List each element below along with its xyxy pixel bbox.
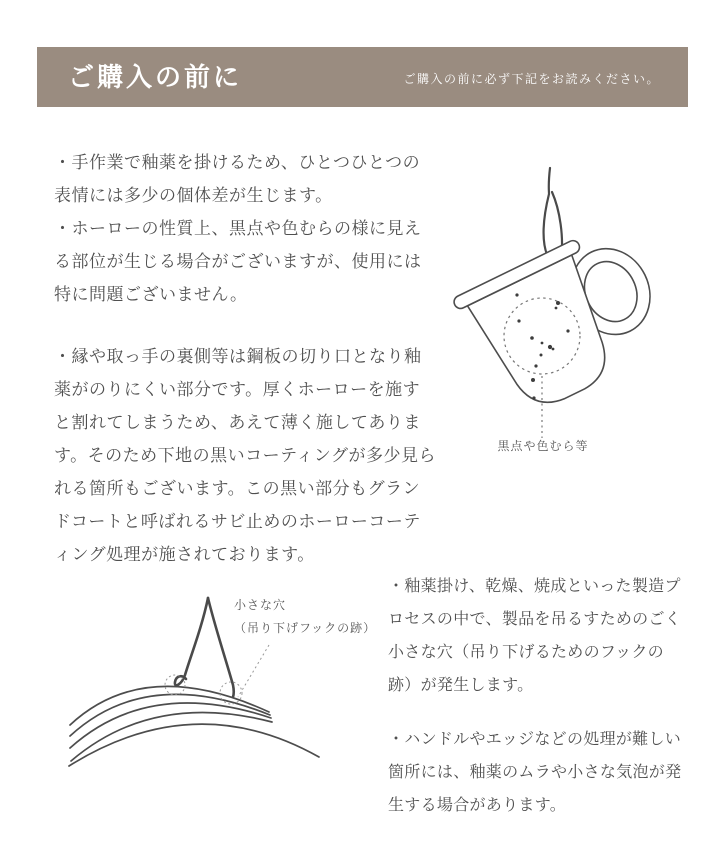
page-title: ご購入の前に (68, 62, 243, 92)
header-bar (37, 47, 688, 107)
note-ground-coat: ・縁や取っ手の裏側等は鋼板の切り口となり釉薬がのりにくい部分です。厚くホーローを施すと割れてしまうため、あえて薄く施してあります。そのため下地の黒いコーティングが多少見られる箇所もございます。この黒い部分もグランドコートと呼ばれるサビ止めのホーローコーティング処理が施されております。 (54, 347, 436, 564)
rim-arcs (69, 686, 319, 766)
hole-label-line1: 小さな穴 (234, 598, 287, 612)
enamel-mug-illustration (430, 160, 700, 453)
note-handmade-glaze: ・手作業で釉薬を掛けるため、ひとつひとつの表情には多少の個体差が生じます。 (54, 153, 421, 205)
note-black-spots: ・ホーローの性質上、黒点や色むらの様に見える部位が生じる場合がございますが、使用には特に問題ございません。 (54, 219, 422, 304)
mug-body-group (452, 218, 678, 424)
notes-block-individuality (54, 146, 436, 311)
notes-block-manufacturing (388, 570, 688, 822)
mug-figure-caption: 黒点や色むら等 (497, 439, 589, 453)
hole-figure-label (234, 594, 394, 640)
note-hanging-hole: ・釉薬掛け、乾燥、焼成といった製造プロセスの中で、製品を吊るすためのごく小さな穴（吊り下げるためのフックの跡）が発生します。 (388, 578, 682, 694)
mug-body-arc (69, 724, 319, 766)
notes-block-coating (54, 340, 436, 571)
hook-wire (175, 598, 234, 697)
hole-label-line2: （吊り下げフックの跡） (234, 621, 377, 635)
hole-label-leader-line (238, 645, 269, 697)
header-subtitle: ご購入の前に必ず下記をお読みください。 (403, 71, 660, 86)
note-glaze-bubbles: ・ハンドルやエッジなどの処理が難しい箇所には、釉薬のムラや小さな気泡が発生する場合があります。 (388, 731, 682, 814)
